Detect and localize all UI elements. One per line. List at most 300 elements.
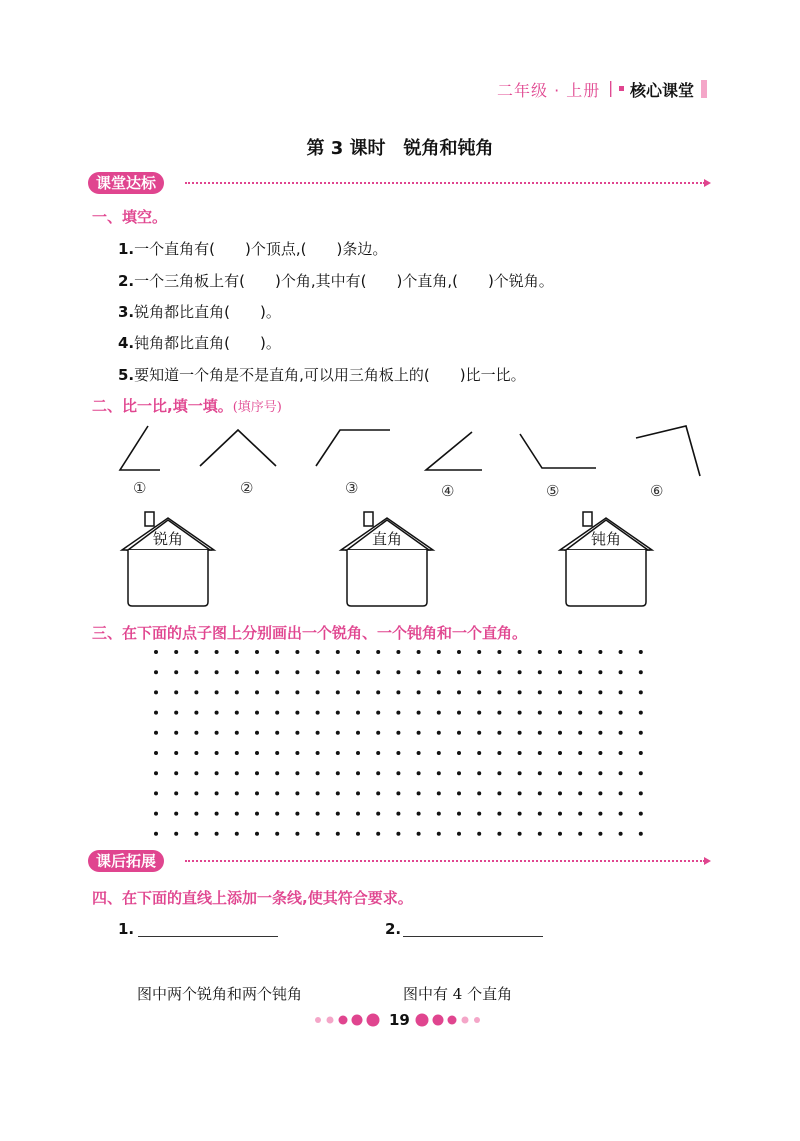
grid-dot: [598, 771, 602, 775]
grid-dot: [538, 690, 542, 694]
grid-dot: [194, 751, 198, 755]
grid-dot: [538, 832, 542, 836]
grid-dot: [538, 670, 542, 674]
grid-dot: [174, 650, 178, 654]
grid-dot: [174, 731, 178, 735]
grid-dot: [174, 771, 178, 775]
grid-dot: [518, 690, 522, 694]
grid-dot: [497, 791, 501, 795]
grid-dot: [477, 670, 481, 674]
grid-dot: [336, 791, 340, 795]
grid-dot: [558, 791, 562, 795]
grid-dot: [558, 731, 562, 735]
grid-dot: [578, 751, 582, 755]
grid-dot: [396, 771, 400, 775]
grid-dot: [538, 791, 542, 795]
grid-dot: [316, 711, 320, 715]
grid-dot: [578, 650, 582, 654]
grid-dot: [518, 751, 522, 755]
grid-dot: [215, 771, 219, 775]
grid-dot: [497, 812, 501, 816]
task-2-number: 2.: [385, 920, 402, 938]
grid-dot: [598, 832, 602, 836]
grid-dot: [295, 711, 299, 715]
grid-dot: [558, 670, 562, 674]
grid-dot: [417, 812, 421, 816]
grid-dot: [295, 751, 299, 755]
grid-dot: [477, 690, 481, 694]
grid-dot: [598, 751, 602, 755]
grid-dot: [255, 711, 259, 715]
grid-dot: [275, 832, 279, 836]
grid-dot: [417, 690, 421, 694]
grid-dot: [376, 690, 380, 694]
grid-dot: [336, 751, 340, 755]
grid-dot: [457, 832, 461, 836]
grid-dot: [457, 791, 461, 795]
grid-dot: [295, 670, 299, 674]
grid-dot: [619, 771, 623, 775]
grid-dot: [639, 812, 643, 816]
grid-dot: [194, 711, 198, 715]
grid-dot: [235, 731, 239, 735]
grid-dot: [639, 731, 643, 735]
grid-dot: [619, 711, 623, 715]
grid-dot: [437, 711, 441, 715]
grid-dot: [316, 650, 320, 654]
grid-dot: [275, 751, 279, 755]
grid-dot: [437, 650, 441, 654]
grid-dot: [598, 690, 602, 694]
grid-dot: [275, 650, 279, 654]
grid-dot: [477, 771, 481, 775]
grid-dot: [356, 832, 360, 836]
classroom-badge: 课堂达标: [88, 172, 164, 194]
angle-4: [426, 432, 482, 470]
grid-dot: [215, 711, 219, 715]
grid-dot: [356, 731, 360, 735]
grid-dot: [316, 731, 320, 735]
grid-dot: [154, 812, 158, 816]
grid-dot: [417, 670, 421, 674]
grid-dot: [255, 791, 259, 795]
section3-title: 三、在下面的点子图上分别画出一个锐角、一个钝角和一个直角。: [92, 624, 528, 642]
grid-dot: [518, 711, 522, 715]
grid-dot: [376, 791, 380, 795]
grid-dot: [457, 650, 461, 654]
grid-dot: [396, 670, 400, 674]
grid-dot: [235, 670, 239, 674]
header-square-icon: [619, 86, 624, 91]
grid-dot: [639, 832, 643, 836]
grid-dot: [356, 711, 360, 715]
grid-dot: [497, 771, 501, 775]
angle-label-6: ⑥: [650, 482, 664, 500]
grid-dot: [396, 731, 400, 735]
angle-2: [200, 430, 276, 466]
grid-dot: [518, 812, 522, 816]
grid-dot: [295, 650, 299, 654]
grid-dot: [558, 812, 562, 816]
grid-dot: [497, 731, 501, 735]
grid-dot: [396, 812, 400, 816]
grid-dot: [437, 812, 441, 816]
grid-dot: [396, 650, 400, 654]
angle-3: [316, 430, 390, 466]
grid-dot: [619, 731, 623, 735]
grid-dot: [174, 670, 178, 674]
grid-dot: [356, 812, 360, 816]
grid-dot: [578, 832, 582, 836]
grid-dot: [396, 832, 400, 836]
grid-dot: [215, 690, 219, 694]
grid-dot: [376, 711, 380, 715]
grid-dot: [497, 832, 501, 836]
grid-dot: [275, 791, 279, 795]
grid-dot: [255, 751, 259, 755]
page-number: 19: [389, 1011, 410, 1029]
grid-dot: [295, 812, 299, 816]
task-1-line: [138, 936, 278, 937]
task-1-number: 1.: [118, 920, 135, 938]
header-bar-icon: [701, 80, 707, 98]
grid-dot: [396, 791, 400, 795]
grid-dot: [295, 690, 299, 694]
angle-label-4: ④: [441, 482, 455, 500]
house-right: [337, 510, 437, 610]
grid-dot: [497, 711, 501, 715]
grid-dot: [396, 751, 400, 755]
grid-dot: [538, 711, 542, 715]
grid-dot: [477, 791, 481, 795]
angle-5: [520, 434, 596, 468]
grid-dot: [578, 711, 582, 715]
grid-dot: [518, 791, 522, 795]
grid-dot: [578, 771, 582, 775]
grid-dot: [578, 812, 582, 816]
grid-dot: [295, 771, 299, 775]
grid-dot: [215, 832, 219, 836]
grid-dot: [174, 832, 178, 836]
grid-dot: [538, 731, 542, 735]
grid-dot: [376, 812, 380, 816]
grid-dot: [174, 690, 178, 694]
grid-dot: [558, 751, 562, 755]
grid-dot: [477, 812, 481, 816]
grid-dot: [598, 812, 602, 816]
grid-dot: [174, 751, 178, 755]
grid-dot: [619, 690, 623, 694]
fill-item-4: 4.钝角都比直角( )。: [118, 334, 281, 352]
section-divider: [185, 182, 705, 184]
angle-label-2: ②: [240, 479, 254, 497]
grid-dot: [437, 690, 441, 694]
grid-dot: [437, 771, 441, 775]
grid-dot: [316, 791, 320, 795]
grid-dot: [336, 711, 340, 715]
angles-figure: [110, 420, 710, 510]
fill-item-1: 1.一个直角有( )个顶点,( )条边。: [118, 240, 388, 258]
grid-dot: [558, 832, 562, 836]
grid-dot: [336, 832, 340, 836]
grid-dot: [417, 771, 421, 775]
grid-dot: [376, 731, 380, 735]
grid-dot: [437, 670, 441, 674]
grid-dot: [336, 670, 340, 674]
grid-dot: [356, 690, 360, 694]
grid-dot: [598, 670, 602, 674]
grid-dot: [518, 670, 522, 674]
grid-dot: [295, 731, 299, 735]
grid-dot: [255, 650, 259, 654]
angle-label-1: ①: [133, 479, 147, 497]
grid-dot: [578, 731, 582, 735]
grid-dot: [497, 690, 501, 694]
grid-dot: [598, 650, 602, 654]
grid-dot: [417, 751, 421, 755]
grid-dot: [255, 731, 259, 735]
grid-dot: [396, 690, 400, 694]
grid-dot: [558, 690, 562, 694]
grid-dot: [235, 690, 239, 694]
grid-dot: [619, 812, 623, 816]
grid-dot: [477, 751, 481, 755]
grid-dot: [477, 650, 481, 654]
grid-dot: [194, 832, 198, 836]
grid-dot: [376, 650, 380, 654]
grid-dot: [295, 791, 299, 795]
grid-dot: [235, 711, 239, 715]
grid-dot: [215, 670, 219, 674]
grid-dot: [639, 751, 643, 755]
grid-dot: [235, 771, 239, 775]
grid-dot: [235, 791, 239, 795]
grid-dot: [194, 670, 198, 674]
grid-dot: [174, 812, 178, 816]
left-dots-icon: [312, 1012, 386, 1028]
grid-dot: [154, 690, 158, 694]
house-label-acute: 锐角: [152, 530, 183, 548]
grid-dot: [316, 751, 320, 755]
task-1-caption: 图中两个锐角和两个钝角: [137, 985, 303, 1003]
fill-item-3: 3.锐角都比直角( )。: [118, 303, 281, 321]
grid-dot: [235, 751, 239, 755]
grid-dot: [255, 771, 259, 775]
grid-dot: [457, 771, 461, 775]
house-label-obtuse: 钝角: [590, 530, 621, 548]
arrow-icon: [704, 179, 711, 187]
grid-dot: [316, 832, 320, 836]
grid-dot: [639, 670, 643, 674]
grid-dot: [639, 771, 643, 775]
grid-dot: [619, 670, 623, 674]
grid-dot: [417, 711, 421, 715]
grid-dot: [497, 650, 501, 654]
grid-dot: [356, 791, 360, 795]
grid-dot: [215, 731, 219, 735]
grid-dot: [174, 711, 178, 715]
grid-dot: [578, 791, 582, 795]
grid-dot: [154, 771, 158, 775]
grid-dot: [558, 650, 562, 654]
grid-dot: [174, 791, 178, 795]
grid-dot: [376, 670, 380, 674]
grid-dot: [336, 731, 340, 735]
grid-dot: [417, 650, 421, 654]
grid-dot: [457, 711, 461, 715]
grid-dot: [376, 751, 380, 755]
house-acute: [118, 510, 218, 610]
grid-dot: [477, 711, 481, 715]
grid-dot: [336, 771, 340, 775]
grid-dot: [639, 650, 643, 654]
task-2-caption: 图中有 4 个直角: [403, 985, 513, 1003]
grid-dot: [336, 812, 340, 816]
grid-dot: [497, 751, 501, 755]
house-obtuse: [556, 510, 656, 610]
grid-dot: [275, 771, 279, 775]
angle-label-3: ③: [345, 479, 359, 497]
task-2-line: [403, 936, 543, 937]
grid-dot: [154, 751, 158, 755]
section4-title: 四、在下面的直线上添加一条线,使其符合要求。: [92, 889, 413, 907]
grid-dot: [376, 832, 380, 836]
grid-dot: [417, 731, 421, 735]
grid-dot: [558, 711, 562, 715]
grid-dot: [215, 812, 219, 816]
grid-dot: [477, 731, 481, 735]
section2-title: 二、比一比,填一填。(填序号): [92, 397, 282, 415]
after-class-badge: 课后拓展: [88, 850, 164, 872]
grid-dot: [235, 832, 239, 836]
grid-dot: [518, 731, 522, 735]
angle-label-5: ⑤: [546, 482, 560, 500]
grid-dot: [255, 690, 259, 694]
grid-dot: [437, 832, 441, 836]
grid-dot: [255, 812, 259, 816]
grid-dot: [194, 771, 198, 775]
grid-dot: [477, 832, 481, 836]
grid-dot: [316, 690, 320, 694]
grid-dot: [356, 670, 360, 674]
grid-dot: [619, 791, 623, 795]
grid-dot: [639, 711, 643, 715]
grid-dot: [578, 690, 582, 694]
grid-dot: [275, 711, 279, 715]
header-grade: 二年级 · 上册: [497, 81, 601, 100]
grid-dot: [598, 791, 602, 795]
grid-dot: [538, 771, 542, 775]
grid-dot: [538, 812, 542, 816]
grid-dot: [396, 711, 400, 715]
grid-dot: [336, 650, 340, 654]
section1-title: 一、填空。: [92, 208, 168, 226]
grid-dot: [316, 771, 320, 775]
grid-dot: [194, 791, 198, 795]
header-separator: |: [608, 78, 614, 97]
grid-dot: [154, 791, 158, 795]
grid-dot: [316, 670, 320, 674]
arrow-icon: [704, 857, 711, 865]
grid-dot: [154, 731, 158, 735]
grid-dot: [457, 690, 461, 694]
grid-dot: [215, 650, 219, 654]
grid-dot: [154, 670, 158, 674]
grid-dot: [356, 771, 360, 775]
grid-dot: [255, 670, 259, 674]
grid-dot: [376, 771, 380, 775]
grid-dot: [619, 751, 623, 755]
grid-dot: [275, 690, 279, 694]
grid-dot: [215, 791, 219, 795]
grid-dot: [215, 751, 219, 755]
lesson-title: 第 3 课时 锐角和钝角: [306, 138, 494, 159]
grid-dot: [194, 731, 198, 735]
grid-dot: [154, 711, 158, 715]
grid-dot: [194, 690, 198, 694]
grid-dot: [194, 650, 198, 654]
grid-dot: [578, 670, 582, 674]
grid-dot: [457, 812, 461, 816]
grid-dot: [295, 832, 299, 836]
grid-dot: [518, 650, 522, 654]
grid-dot: [194, 812, 198, 816]
grid-dot: [538, 751, 542, 755]
grid-dot: [457, 731, 461, 735]
angle-6: [636, 426, 700, 476]
grid-dot: [639, 690, 643, 694]
grid-dot: [356, 650, 360, 654]
dot-grid: [150, 646, 646, 840]
grid-dot: [235, 812, 239, 816]
grid-dot: [316, 812, 320, 816]
grid-dot: [437, 731, 441, 735]
grid-dot: [598, 711, 602, 715]
grid-dot: [154, 832, 158, 836]
header-title: 核心课堂: [630, 81, 695, 100]
right-dots-icon: [413, 1012, 487, 1028]
grid-dot: [437, 791, 441, 795]
grid-dot: [639, 791, 643, 795]
grid-dot: [497, 670, 501, 674]
grid-dot: [538, 650, 542, 654]
grid-dot: [275, 812, 279, 816]
grid-dot: [598, 731, 602, 735]
angle-1: [120, 426, 160, 470]
grid-dot: [558, 771, 562, 775]
grid-dot: [457, 751, 461, 755]
grid-dot: [154, 650, 158, 654]
grid-dot: [518, 832, 522, 836]
grid-dot: [235, 650, 239, 654]
grid-dot: [275, 731, 279, 735]
grid-dot: [619, 650, 623, 654]
grid-dot: [275, 670, 279, 674]
fill-item-5: 5.要知道一个角是不是直角,可以用三角板上的( )比一比。: [118, 366, 526, 384]
grid-dot: [619, 832, 623, 836]
grid-dot: [437, 751, 441, 755]
fill-item-2: 2.一个三角板上有( )个角,其中有( )个直角,( )个锐角。: [118, 272, 554, 290]
grid-dot: [255, 832, 259, 836]
grid-dot: [336, 690, 340, 694]
grid-dot: [457, 670, 461, 674]
house-label-right: 直角: [371, 530, 402, 548]
grid-dot: [417, 791, 421, 795]
grid-dot: [417, 832, 421, 836]
section-divider: [185, 860, 705, 862]
grid-dot: [518, 771, 522, 775]
grid-dot: [356, 751, 360, 755]
